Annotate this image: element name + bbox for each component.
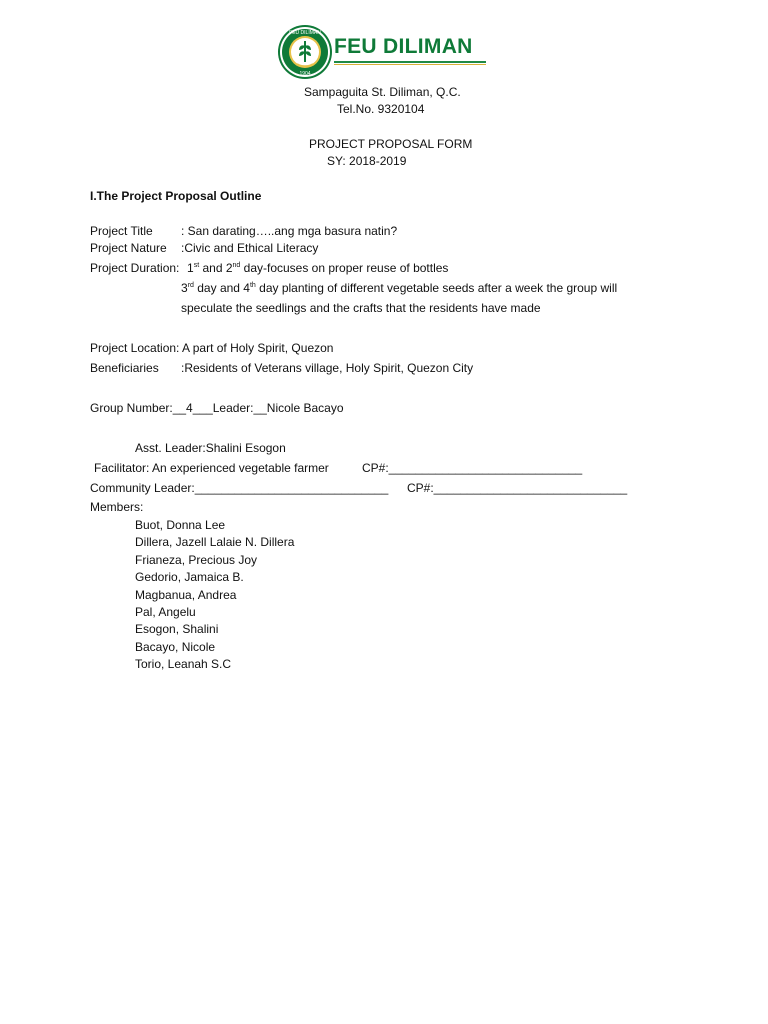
member-item: Esogon, Shalini [135,622,219,636]
member-item: Gedorio, Jamaica B. [135,570,244,584]
members-label: Members: [90,500,144,514]
member-item: Torio, Leanah S.C [135,657,232,671]
community-leader-cp: CP#:_____________________________ [407,481,628,495]
member-item: Frianeza, Precious Joy [135,553,258,567]
member-item: Bacayo, Nicole [135,640,216,654]
brand-underline-gold [334,64,486,65]
beneficiaries-label: Beneficiaries [90,361,159,375]
outline-heading: I.The Project Proposal Outline [90,189,262,203]
project-nature-value: :Civic and Ethical Literacy [181,241,319,255]
member-item: Dillera, Jazell Lalaie N. Dillera [135,535,295,549]
brand-name: FEU DILIMAN [334,35,473,58]
member-item: Buot, Donna Lee [135,518,226,532]
project-location: Project Location: A part of Holy Spirit, Quezon [90,341,334,355]
facilitator: Facilitator: An experienced vegetable farmer [94,461,329,475]
asst-leader: Asst. Leader:Shalini Esogon [135,441,286,455]
seal-text: FEU DILIMAN [289,30,321,36]
project-title-label: Project Title [90,224,153,238]
project-duration-label: Project Duration: [90,261,180,275]
telephone: Tel.No. 9320104 [337,102,425,116]
form-title: PROJECT PROPOSAL FORM [309,137,473,151]
member-item: Magbanua, Andrea [135,588,237,602]
feu-seal-logo [277,24,333,80]
beneficiaries-value: :Residents of Veterans village, Holy Spirit, Quezon City [181,361,474,375]
project-duration-line-1: 1st and 2nd day-focuses on proper reuse of bottles [187,261,449,275]
facilitator-cp: CP#:_____________________________ [362,461,583,475]
member-item: Pal, Angelu [135,605,196,619]
address: Sampaguita St. Diliman, Q.C. [304,85,461,99]
school-year: SY: 2018-2019 [327,154,407,168]
project-title-value: : San darating…..ang mga basura natin? [181,224,398,238]
project-duration-line-2: 3rd day and 4th day planting of different vegetable seeds after a week the group will [181,281,618,295]
project-nature-label: Project Nature [90,241,167,255]
brand-underline [334,61,486,63]
community-leader: Community Leader:_____________________________ [90,481,389,495]
project-duration-line-3: speculate the seedlings and the crafts that the residents have made [181,301,541,315]
group-number-leader: Group Number:__4___Leader:__Nicole Bacayo [90,401,344,415]
seal-year: 1904 [299,71,311,77]
